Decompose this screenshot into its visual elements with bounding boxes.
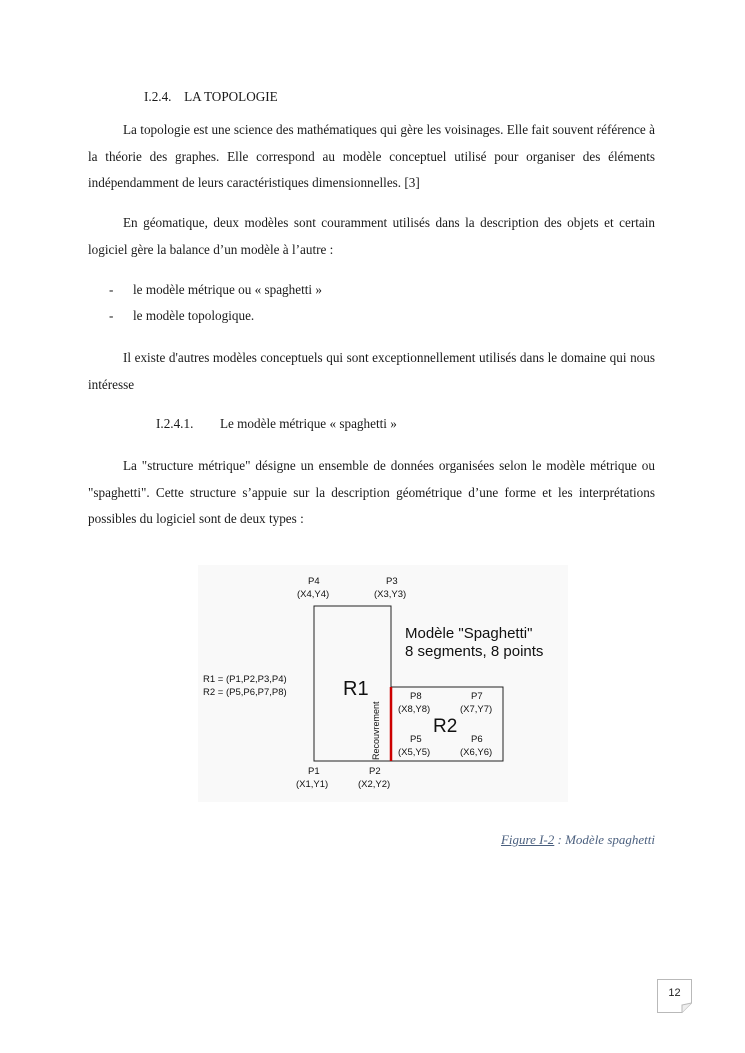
list-item — [0, 308, 745, 328]
spaghetti-model-figure — [198, 565, 568, 802]
figure-diagram — [198, 565, 568, 802]
point-p4-label: P4 — [308, 576, 320, 587]
paragraph-geomatics-models: En géomatique, deux modèles sont couramment utilisés dans la description des objets et certain logiciel gère la balance d’un modèle à l’autre : — [88, 215, 655, 257]
point-p5-label: P5 — [410, 734, 422, 745]
point-p7-coords: (X7,Y7) — [460, 704, 493, 715]
figure-caption-text: : Modèle spaghetti — [554, 832, 655, 847]
section-number: I.2.4. — [144, 89, 172, 104]
region-r1-label: R1 — [343, 678, 369, 700]
overlap-label: Recouvrement — [371, 701, 381, 760]
point-p2-label: P2 — [369, 766, 381, 777]
paragraph-topology-definition: La topologie est une science des mathématiques qui gère les voisinages. Elle fait souvent référence à la théorie des graphes. Elle correspond au modèle conceptuel utilisé pour organiser des éléments indépendamment de leurs caractéristiques dimensionnelles. [3] — [88, 122, 655, 190]
point-p1-label: P1 — [308, 766, 320, 777]
definition-r1: R1 = (P1,P2,P3,P4) — [203, 674, 287, 685]
point-p3-label: P3 — [386, 576, 398, 587]
section-heading — [144, 89, 278, 105]
list-dash: - — [109, 282, 114, 297]
section-title: LA TOPOLOGIE — [184, 89, 278, 104]
figure-caption — [501, 832, 655, 848]
point-p8-coords: (X8,Y8) — [398, 704, 431, 715]
figure-title-line1: Modèle "Spaghetti" — [405, 625, 533, 642]
point-p3-coords: (X3,Y3) — [374, 589, 407, 600]
paragraph-other-models: Il existe d'autres modèles conceptuels qui sont exceptionnellement utilisés dans le domaine qui nous intéresse — [88, 350, 655, 392]
list-item-text: le modèle métrique ou « spaghetti » — [133, 282, 322, 297]
subsection-title: Le modèle métrique « spaghetti » — [219, 416, 397, 431]
paragraph-metric-structure: La "structure métrique" désigne un ensemble de données organisées selon le modèle métrique ou "spaghetti". Cette structure s’appuie sur la description géométrique d’une forme et les interprétations possibles du logiciel sont de deux types : — [88, 458, 655, 526]
definition-r2: R2 = (P5,P6,P7,P8) — [203, 687, 287, 698]
point-p8-label: P8 — [410, 691, 422, 702]
list-item-text: le modèle topologique. — [133, 308, 255, 323]
list-dash: - — [109, 308, 114, 323]
point-p6-label: P6 — [471, 734, 483, 745]
figure-reference-link[interactable]: Figure I-2 — [500, 832, 555, 847]
point-p6-coords: (X6,Y6) — [460, 747, 493, 758]
page-number-box — [657, 979, 692, 1013]
page-number: 12 — [668, 987, 681, 999]
point-p4-coords: (X4,Y4) — [297, 589, 330, 600]
figure-title-line2: 8 segments, 8 points — [405, 643, 544, 660]
region-r2-label: R2 — [433, 716, 458, 737]
point-p5-coords: (X5,Y5) — [398, 747, 431, 758]
point-p7-label: P7 — [471, 691, 483, 702]
point-p2-coords: (X2,Y2) — [358, 779, 391, 790]
subsection-heading — [156, 416, 397, 432]
point-p1-coords: (X1,Y1) — [296, 779, 329, 790]
subsection-number: I.2.4.1. — [156, 416, 194, 431]
list-item — [0, 282, 745, 302]
